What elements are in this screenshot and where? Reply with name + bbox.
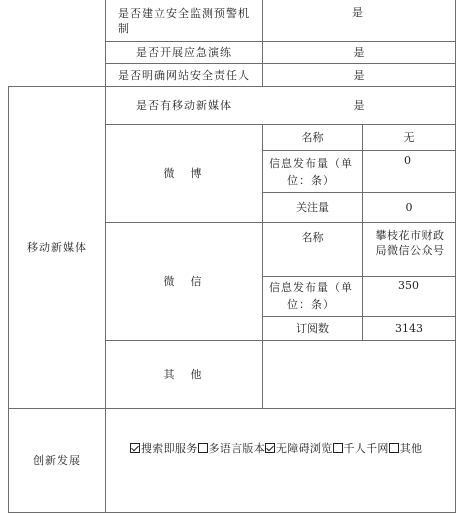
checkbox-accessibility[interactable] [265,443,275,453]
option-other[interactable] [389,442,423,455]
option-search-as-service[interactable] [130,442,198,455]
option-label: 多语言版本 [208,442,265,455]
wechat-label: 微 信 [163,275,205,288]
monitoring-question: 是否建立安全监测预警机制 [118,7,250,35]
option-accessibility[interactable] [265,442,333,455]
wechat-name-label: 名称 [301,231,324,244]
option-multilingual[interactable] [198,442,266,455]
option-personalized[interactable] [333,442,389,455]
wechat-name-value: 攀枝花市财政局微信公众号 [375,229,445,257]
checkbox-multilingual[interactable] [198,443,208,453]
responsible-question: 是否明确网站安全责任人 [118,68,250,82]
has-new-media-question: 是否有移动新媒体 [136,99,232,112]
option-label: 无障碍浏览 [276,442,333,455]
wechat-posts-value: 350 [398,279,419,292]
table-border-bottom [8,512,456,513]
divider-value-col [362,124,363,340]
row-line-5 [262,150,456,151]
wechat-subscribers-value: 3143 [395,322,423,335]
table-border-right [455,0,456,513]
row-line-8 [262,276,456,277]
weibo-followers-value: 0 [405,201,413,214]
innovation-label: 创新发展 [33,454,81,467]
wechat-subscribers-label: 订阅数 [296,322,329,335]
other-value [263,341,455,408]
option-label: 搜索即服务 [141,442,198,455]
weibo-posts-label: 信息发布量（单位：条） [269,157,353,187]
drill-answer: 是 [353,46,365,59]
weibo-posts-value: 0 [404,154,411,167]
wechat-posts-label: 信息发布量（单位：条） [269,281,353,311]
responsible-answer: 是 [353,68,365,82]
option-label: 千人千网 [343,442,389,455]
has-new-media-answer: 是 [353,99,365,112]
weibo-name-value: 无 [403,131,415,144]
weibo-followers-label: 关注量 [296,201,329,214]
checkbox-other[interactable] [389,443,399,453]
option-label: 其他 [399,442,423,455]
weibo-name-label: 名称 [301,131,324,144]
checkbox-search-as-service[interactable] [130,443,140,453]
checkbox-personalized[interactable] [333,443,343,453]
new-media-section-label: 移动新媒体 [27,241,87,254]
weibo-label: 微 博 [163,167,205,180]
other-label: 其 他 [163,368,205,381]
monitoring-answer: 是 [352,6,363,19]
innovation-options [130,440,422,456]
drill-question: 是否开展应急演练 [136,46,232,59]
